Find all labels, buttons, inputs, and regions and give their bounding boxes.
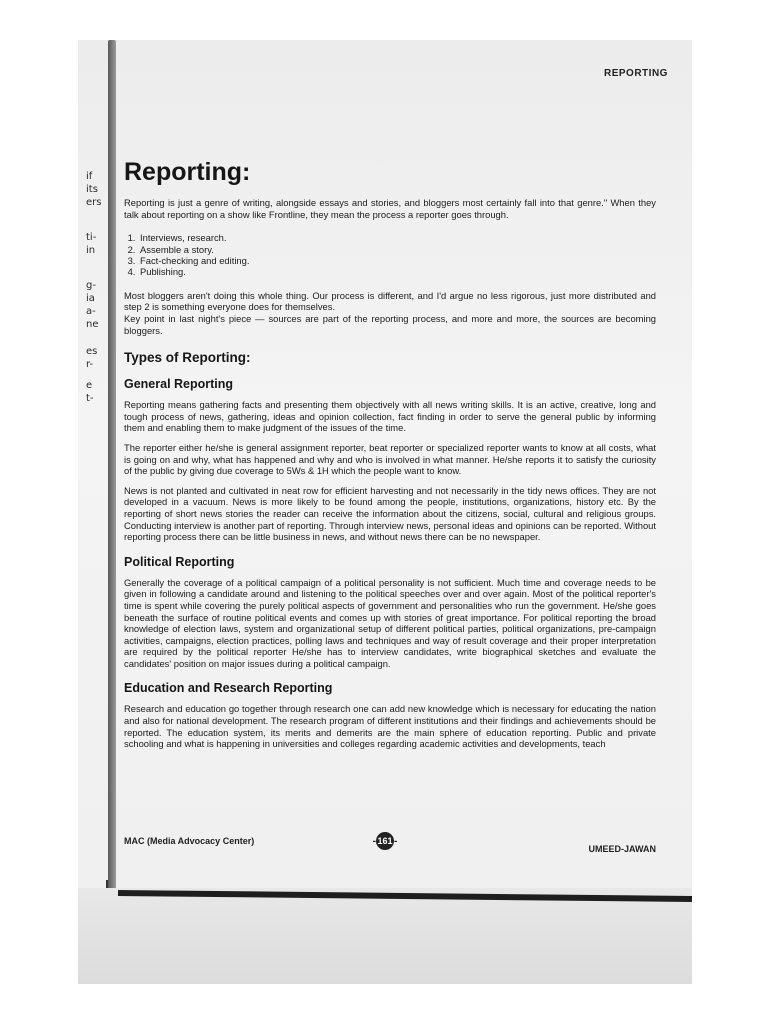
section-heading: Types of Reporting: — [124, 350, 251, 366]
list-item: 4. Publishing. — [138, 266, 656, 277]
subsection-heading: General Reporting — [124, 377, 234, 392]
body-paragraph: Research and education go together through research one can add new knowledge which is necessary for educating the nation and also for national development. The research program of different institutions and their findings and achievements should be reported. The education system, its merits and demerits are the main sphere of education reporting. Public and private schooling and what is happening in universities and colleges regarding academic activities and developments, teach — [124, 703, 656, 750]
list-item: 3. Fact-checking and editing. — [138, 255, 656, 266]
body-paragraph: News is not planted and cultivated in neat row for efficient harvesting and not necessarily in the tidy news offices. They are not developed in a vacuum. News is more likely to be found among the people, institutions, organizations, history etc. By the reporting of short news stories the reader can receive the information about the citizens, social, cultural and religious groups. Conducting interview is another part of reporting. Through interview news, personal ideas and opinions can be reported. Without reporting process there can be little business in news, and without news there can be no newspaper. — [124, 484, 656, 543]
page-content — [124, 158, 656, 750]
margin-fragment: ia — [86, 293, 95, 304]
page-bottom-shadow — [78, 888, 692, 984]
list-item: 1. Interviews, research. — [138, 232, 656, 243]
margin-fragment: a- — [86, 306, 96, 317]
margin-fragment: es — [86, 346, 98, 357]
body-paragraph: Most bloggers aren't doing this whole thing. Our process is different, and I'd argue no less rigorous, just more distributed and step 2 is something everyone does for themselves. — [124, 289, 656, 313]
footer-publisher: MAC (Media Advocacy Center) — [124, 836, 255, 846]
body-paragraph: The reporter either he/she is general assignment reporter, beat reporter or specialized reporter wants to know at all costs, what is going on and why, what has happened and why and who is involved in what manner. He/she reports it to satisfy the curiosity of the public by giving due coverage to 5Ws & 1H which the people want to know. — [124, 441, 656, 477]
binding-fold — [108, 40, 116, 900]
margin-fragment: in — [86, 245, 96, 256]
page-number-value: 161 — [376, 832, 394, 850]
photographed-page — [78, 40, 692, 984]
reporting-steps-list — [124, 232, 656, 278]
footer-brand: UMEED-JAWAN — [588, 844, 656, 854]
margin-fragment: r- — [86, 359, 94, 370]
page-title: Reporting: — [124, 158, 251, 186]
subsection-heading: Political Reporting — [124, 554, 235, 569]
intro-paragraph: Reporting is just a genre of writing, alongside essays and stories, and bloggers most certainly fall into that genre." When they talk about reporting on a show like Frontline, they mean the process a reporter goes through. — [124, 197, 656, 220]
margin-fragment: t- — [86, 393, 94, 404]
list-item: 2. Assemble a story. — [138, 244, 656, 255]
margin-fragment: e — [86, 380, 93, 391]
margin-fragment: ers — [86, 197, 102, 208]
running-header: REPORTING — [604, 68, 668, 79]
subsection-heading: Education and Research Reporting — [124, 681, 333, 696]
margin-fragment: if — [86, 171, 93, 182]
margin-fragment: g- — [86, 280, 96, 291]
left-margin-fragments — [86, 170, 108, 405]
body-paragraph: Generally the coverage of a political campaign of a political personality is not sufficient. Much time and coverage needs to be given in following a candidate around and listening to the political speeches over and over again. Most of the political reporter's time is spent while covering the purely political aspects of government and personalities who run the government. He/she goes beneath the surface of routine political events and comes up with stories of great importance. For political reporting the broad knowledge of election laws, system and organizational setup of different political parties, political organizations, pre-campaign activities, campaigns, election practices, polling laws and techniques and way of result coverage and their proper interpretation are required by the political reporter He/she has to interview candidates, write biographical sketches and evaluate the candidates' position on major issues during a political campaign. — [124, 576, 656, 669]
page-footer — [124, 828, 656, 858]
body-paragraph: Reporting means gathering facts and presenting them objectively with all news writing skills. It is an active, creative, long and tough process of news, gathering, ideas and opinion collection, fact finding in order to serve the general public by informing them and enabling them to make judgment of the issues of the time. — [124, 399, 656, 434]
margin-fragment: ti- — [86, 232, 97, 243]
body-paragraph: Key point in last night's piece — sources are part of the reporting process, and more and more, the sources are becoming bloggers. — [124, 313, 656, 336]
margin-fragment: ne — [86, 319, 99, 330]
margin-fragment: its — [86, 184, 98, 195]
page-number: -161- — [370, 832, 400, 850]
